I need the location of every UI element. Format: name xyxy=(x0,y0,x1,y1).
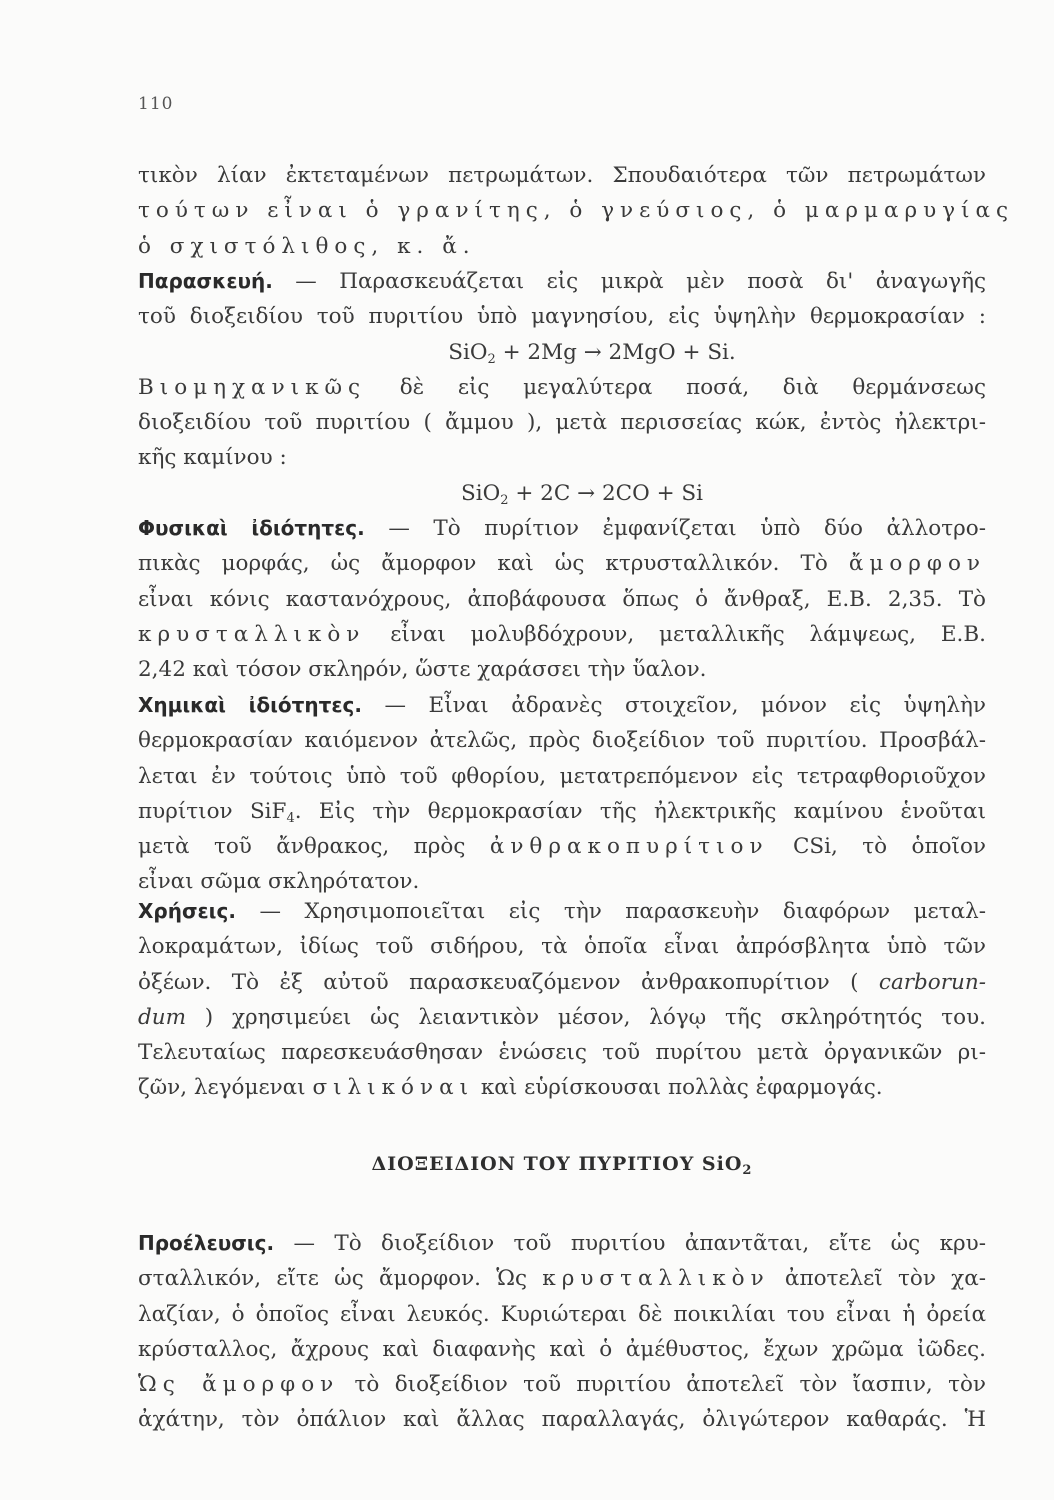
equation-1 xyxy=(138,335,986,370)
spaced-term: κρυσταλλικὸν xyxy=(542,1266,770,1292)
text-span: . Εἰς τὴν θερμοκρασίαν τῆς ἠλεκτρικῆς καμίνου ἑνοῦται xyxy=(294,798,986,824)
text-line: διοξειδίου τοῦ πυριτίου ( ἄμμου ), μετὰ περισσείας κώκ, ἐντὸς ἠλεκτρι- xyxy=(138,410,986,436)
text-span: εἶναι μολυβδόχρουν, μεταλλικῆς λάμψεως, Ε.Β. xyxy=(365,621,986,647)
text-line xyxy=(138,370,986,405)
formula-subscript: 4 xyxy=(286,810,295,826)
text-span: — Τὸ διοξείδιον τοῦ πυριτίου ἀπαντᾶται, εἴτε ὡς κρυ- xyxy=(274,1231,986,1256)
spaced-term: κρυσταλλικὸν xyxy=(138,621,366,647)
equation-part: + 2Mg → 2MgO + Si. xyxy=(495,339,736,365)
equation-2 xyxy=(138,476,986,511)
text-span: CSi, τὸ ὁποῖον xyxy=(768,834,986,860)
text-span: σταλλικόν, εἴτε ὡς ἄμορφον. Ὡς xyxy=(138,1266,543,1292)
paragraph-chemical-properties xyxy=(138,688,986,900)
text-span: ) χρησιμεύει ὡς λειαντικὸν μέσον, λόγῳ τῆς σκληρότητός του. xyxy=(186,1004,986,1030)
paragraph-preparation xyxy=(138,264,986,511)
equation-part: SiO xyxy=(448,339,488,365)
equation-subscript: 2 xyxy=(500,492,509,508)
paragraph-physical-properties xyxy=(138,511,986,687)
page-number: 110 xyxy=(138,94,174,114)
section-title-text: ΔΙΟΞΕΙΔΙΟΝ ΤΟΥ ΠΥΡΙΤΙΟΥ SiO xyxy=(371,1153,743,1175)
text-line xyxy=(138,965,986,1000)
equation-part: SiO xyxy=(460,480,501,506)
text-span: μετὰ τοῦ ἄνθρακος, πρὸς xyxy=(138,834,490,860)
text-span: — Τὸ πυρίτιον ἐμφανίζεται ὑπὸ δύο ἀλλοτρο- xyxy=(364,516,986,541)
text-line: λοκραμάτων, ἰδίως τοῦ σιδήρου, τὰ ὁποῖα εἶναι ἀπρόσβλητα ὑπὸ τῶν xyxy=(138,934,986,960)
text-line: τικὸν λίαν ἐκτεταμένων πετρωμάτων. Σπουδαιότερα τῶν πετρωμάτων xyxy=(138,163,986,188)
section-heading-physical: Φυσικαὶ ἰδιότητες. xyxy=(138,516,365,540)
text-span: ἀποτελεῖ τὸν χα- xyxy=(769,1266,986,1292)
spaced-term: ἀνθρακοπυρίτιον xyxy=(489,834,769,860)
text-span: — Παρασκευάζεται εἰς μικρὰ μὲν ποσὰ δι' ἀναγωγῆς xyxy=(272,269,986,294)
text-line xyxy=(138,829,986,864)
text-span: — Χρησιμοποιεῖται εἰς τὴν παρασκευὴν διαφόρων μεταλ- xyxy=(235,899,986,924)
spaced-term: Ὡς ἄμορφον xyxy=(138,1372,340,1398)
section-heading-uses: Χρήσεις. xyxy=(138,899,236,923)
text-line xyxy=(138,794,986,829)
text-line: τοῦ διοξειδίου τοῦ πυριτίου ὑπὸ μαγνησίου, εἰς ὑψηλὴν θερμοκρασίαν : xyxy=(138,304,986,330)
spaced-term: ἄμορφον xyxy=(848,551,986,577)
text-line: λεται ἐν τούτοις ὑπὸ τοῦ φθορίου, μετατρεπόμενον εἰς τετραφθοριοῦχον xyxy=(138,763,986,789)
text-line: εἶναι σῶμα σκληρότατον. xyxy=(138,869,420,895)
text-line xyxy=(138,546,986,581)
text-line: Τελευταίως παρεσκευάσθησαν ἑνώσεις τοῦ πυρίτου μετὰ ὀργανικῶν ρι- xyxy=(138,1040,986,1066)
text-line xyxy=(138,264,986,299)
text-line: 2,42 καὶ τόσον σκληρόν, ὥστε χαράσσει τὴν ὕαλον. xyxy=(138,657,707,683)
section-heading-chemical: Χημικαὶ ἰδιότητες. xyxy=(138,693,362,717)
text-line xyxy=(138,688,986,723)
spaced-term: Βιομηχανικῶς xyxy=(138,374,367,400)
text-line xyxy=(138,1261,986,1296)
section-title xyxy=(138,1153,986,1178)
text-line: λαζίαν, ὁ ὁποῖος εἶναι λευκός. Κυριώτεραι δὲ ποικιλίαι του εἶναι ἡ ὀρεία xyxy=(138,1301,986,1327)
paragraph-origin xyxy=(138,1226,986,1438)
equation-subscript: 2 xyxy=(487,351,496,367)
text-span: ὀξέων. Τὸ ἐξ αὐτοῦ παρασκευαζόμενον ἀνθρακοπυρίτιον ( xyxy=(138,969,879,995)
text-line xyxy=(138,894,986,929)
text-line: τούτων εἶναι ὁ γρανίτης, ὁ γνεύσιος, ὁ μαρμαρυγίας xyxy=(138,198,1015,224)
equation-part: + 2C → 2CO + Si xyxy=(508,480,704,506)
text-line: κῆς καμίνου : xyxy=(138,445,287,471)
text-span: ζῶν, λεγόμεναι xyxy=(138,1075,313,1101)
text-span: — Εἶναι ἀδρανὲς στοιχεῖον, μόνον εἰς ὑψηλὴν xyxy=(361,693,986,718)
paragraph-uses xyxy=(138,894,986,1106)
text-line xyxy=(138,1000,986,1035)
spaced-term: σιλικόναι xyxy=(312,1075,475,1101)
text-span: δὲ εἰς μεγαλύτερα ποσά, διὰ θερμάνσεως xyxy=(366,374,986,400)
section-title-subscript: 2 xyxy=(742,1163,753,1178)
section-heading-origin: Προέλευσις. xyxy=(138,1231,275,1255)
italic-term: dum xyxy=(138,1004,186,1030)
text-line xyxy=(138,1226,986,1261)
text-line xyxy=(138,1070,986,1105)
text-line: κρύσταλλος, ἄχρους καὶ διαφανὴς καὶ ὁ ἀμέθυστος, ἔχων χρῶμα ἰῶδες. xyxy=(138,1336,986,1362)
text-line: θερμοκρασίαν καιόμενον ἀτελῶς, πρὸς διοξείδιον τοῦ πυριτίου. Προσβάλ- xyxy=(138,728,986,754)
text-line xyxy=(138,617,986,652)
text-span: καὶ εὑρίσκουσαι πολλὰς ἐφαρμογάς. xyxy=(474,1075,883,1101)
italic-term: carborun- xyxy=(878,969,986,995)
text-line: ἀχάτην, τὸν ὀπάλιον καὶ ἄλλας παραλλαγάς, ὀλιγώτερον καθαράς. Ἡ xyxy=(138,1407,986,1433)
text-line xyxy=(138,511,986,546)
text-span: τὸ διοξείδιον τοῦ πυριτίου ἀποτελεῖ τὸν ἴασπιν, τὸν xyxy=(339,1372,986,1398)
text-line xyxy=(138,1367,986,1402)
paragraph-rocks xyxy=(138,158,1015,264)
text-span: πυρίτιον SiF xyxy=(138,798,287,824)
text-line: ὁ σχιστόλιθος, κ. ἄ. xyxy=(138,233,476,259)
text-span: πικὰς μορφάς, ὡς ἄμορφον καὶ ὡς κτρυσταλλικόν. Τὸ xyxy=(138,551,849,577)
text-line: εἶναι κόνις καστανόχρους, ἀποβάφουσα ὅπως ὁ ἄνθραξ, Ε.Β. 2,35. Τὸ xyxy=(138,586,986,612)
section-heading-preparation: Παρασκευή. xyxy=(138,269,273,293)
